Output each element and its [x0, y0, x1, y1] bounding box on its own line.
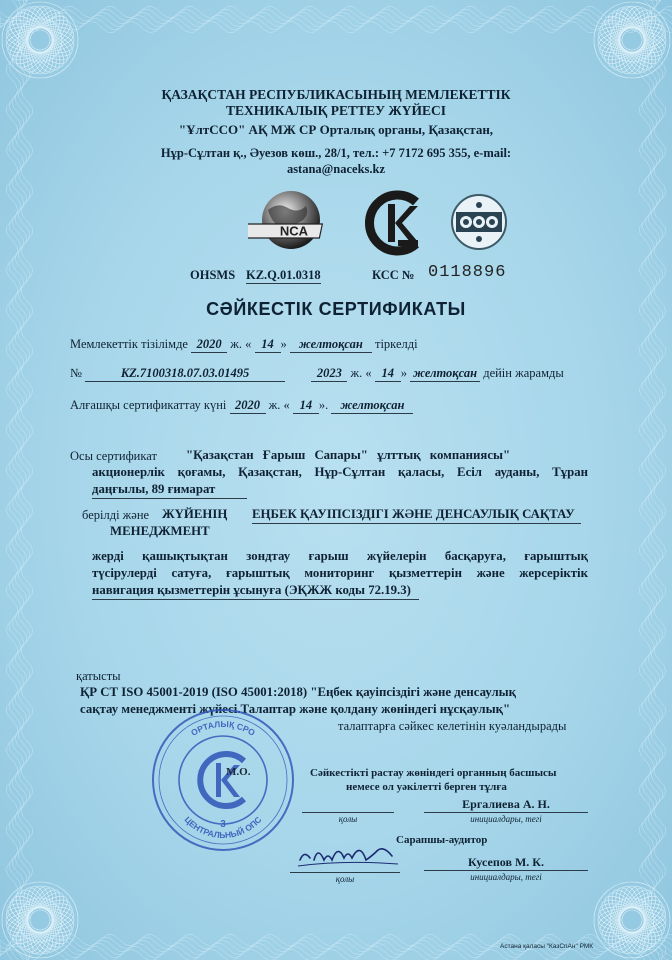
header-line-5: astana@naceks.kz [286, 162, 386, 176]
number-sign: № [70, 366, 82, 380]
auditor-signature-icon [294, 836, 404, 872]
header-line-1: ҚАЗАҚСТАН РЕСПУБЛИКАСЫНЫҢ МЕМЛЕКЕТТІК [161, 87, 511, 102]
head-signature-line [302, 812, 394, 813]
registry-zh: ж. « [230, 337, 252, 351]
header-line-2: ТЕХНИКАЛЫҚ РЕТТЕУ ЖҮЙЕСІ [226, 103, 446, 118]
head-title-2: немесе ол уәкілетті берген тұлға [346, 781, 507, 793]
kss-label: КСС № [372, 268, 415, 282]
org-line-2: акционерлік қоғамы, Қазақстан, Нұр-Сұлтан қаласы, Есіл ауданы, Тұран [92, 465, 588, 479]
valid-zh: ж. « [350, 366, 372, 380]
initial-label: Алғашқы сертификаттау күні [70, 398, 227, 412]
registry-month: желтоқсан [290, 337, 372, 353]
registry-day: 14 [255, 337, 281, 353]
org-line-3: даңғылы, 89 ғимарат [92, 481, 247, 499]
ks-mark-icon [358, 190, 430, 256]
valid-year: 2023 [311, 366, 347, 382]
registry-year: 2020 [191, 337, 227, 353]
head-initials-caption: инициалдары, тегі [470, 814, 542, 824]
valid-month: желтоқсан [410, 366, 480, 382]
registry-label: Мемлекеттік тізілімде [70, 337, 188, 351]
globe-nca-icon [248, 188, 334, 256]
initial-year: 2020 [230, 398, 266, 414]
scope-line-1: жерді қашықтықтан зондтау ғарыш жүйелерін басқаруға, ғарыштық [92, 549, 588, 563]
auditor-name: Кусепов М. К. [424, 855, 588, 871]
auditor-signature-line [290, 872, 400, 873]
svg-text:NCA: NCA [279, 223, 309, 239]
system-word-c: МЕНЕДЖМЕНТ [110, 524, 210, 538]
initial-close: ». [318, 398, 329, 412]
given-prefix: берілді және [82, 508, 150, 522]
initial-row [70, 398, 413, 414]
head-title-1: Сәйкестікті растау жөніндегі органның басшысы [310, 767, 557, 779]
valid-day: 14 [375, 366, 401, 382]
ohsms-code: KZ.Q.01.0318 [246, 268, 321, 282]
svg-text:3: 3 [220, 819, 226, 830]
certificate-number: KZ.7100318.07.03.01495 [85, 366, 285, 382]
round-emblem-icon [448, 192, 510, 252]
ohsms-label: OHSMS [190, 268, 236, 282]
standard-line-2: сақтау менеджменті жүйесі.Талаптар және қолдану жөніндегі нұсқаулық" [80, 702, 511, 716]
svg-text:ОРТАЛЫҚ СРО: ОРТАЛЫҚ СРО [189, 718, 257, 738]
scope-line-3: навигация қызметтерін ұсынуға (ЭҚЖЖ коды 72.19.3) [92, 582, 419, 600]
registry-row [70, 337, 418, 353]
header-line-4: Нұр-Сұлтан қ., Әуезов көш., 28/1, тел.: +7 7172 695 355, e-mail: [160, 146, 512, 160]
valid-close: » [400, 366, 407, 380]
system-word-b: ЕҢБЕК ҚАУІПСІЗДІГІ ЖӘНЕ ДЕНСАУЛЫҚ САҚТАУ [252, 506, 581, 524]
standard-line-1: ҚР СТ ISO 45001-2019 (ISO 45001:2018) "Еңбек қауіпсіздігі және денсаулық [80, 685, 517, 699]
official-stamp [148, 705, 298, 855]
initial-day: 14 [293, 398, 319, 414]
issued-prefix: Осы сертификат [70, 449, 157, 463]
auditor-sig-caption: қолы [335, 874, 355, 884]
stamp-seal-icon [148, 705, 298, 855]
svg-text:ЦЕНТРАЛЬНЫЙ ОПС: ЦЕНТРАЛЬНЫЙ ОПС [182, 814, 264, 841]
system-word-a: ЖҮЙЕНІҢ [162, 507, 228, 521]
initial-zh: ж. « [268, 398, 290, 412]
standard-tail: талаптарға сәйкес келетінін куәландырады [338, 719, 567, 733]
head-name: Ергалиева А. Н. [424, 797, 588, 813]
initial-month: желтоқсан [331, 398, 413, 414]
kss-number: 0118896 [428, 263, 507, 282]
auditor-initials-caption: инициалдары, тегі [470, 872, 542, 882]
scope-line-2: түсірулерді сатуға, ғарыштық мониторинг қызметтерін және жерсеріктік [92, 566, 588, 580]
mp-label: М.О. [226, 766, 251, 778]
number-row [70, 366, 564, 382]
registry-suffix: тіркелді [375, 337, 418, 351]
certificate-title: СӘЙКЕСТІК СЕРТИФИКАТЫ [206, 299, 466, 319]
org-line-1: "Қазақстан Ғарыш Сапары" ұлттық компаниясы" [186, 448, 511, 462]
head-sig-caption: қолы [338, 814, 358, 824]
registry-close: » [280, 337, 287, 351]
printer-note: Астана қаласы "КазСпАн" РМК [500, 943, 594, 950]
header-line-3: "ҰлтССО" АҚ МЖ СР Орталық органы, Қазақстан, [178, 122, 494, 137]
valid-suffix: дейін жарамды [483, 366, 564, 380]
auditor-title: Сарапшы-аудитор [396, 834, 488, 846]
standard-label: қатысты [76, 669, 121, 683]
